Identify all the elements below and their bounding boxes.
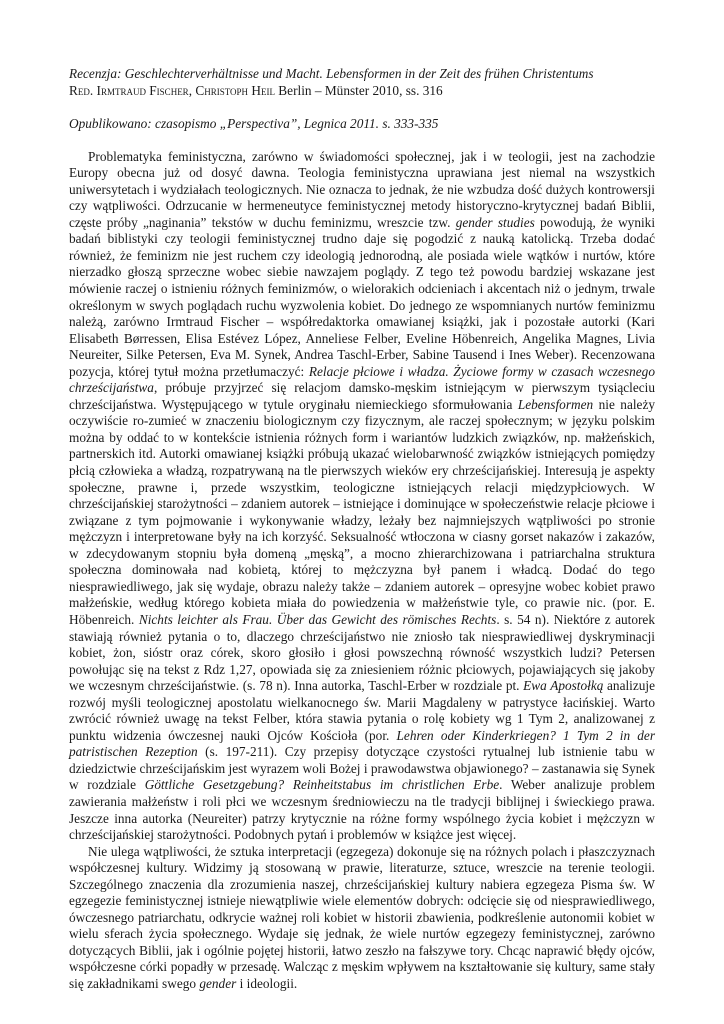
text-line [69,149,655,166]
text-run: współczesne córki popadły w przesadę. Walcząc z męskim wpływem na kształtowanie się kultury, same stały [69,959,655,975]
text-line [69,678,655,695]
text-run: powołując się na tekst z Rdz 1,27, opowiada się za zniesieniem różnic płciowych, pojawiających się jakoby [69,661,655,677]
text-line [69,331,655,348]
text-line [69,397,655,414]
text-line [69,364,655,381]
text-run: pozycja, której tytuł można przetłumaczyć: [69,363,309,379]
text-line [69,264,655,281]
text-run: określonym w swych poglądach ruchu wyzwolenia kobiet. Do jednego ze wspomnianych nurtów feminizmu [69,297,655,313]
text-run: analizuje [603,678,656,694]
text-line [69,231,655,248]
text-run: społeczne, prawne i, przede wszystkim, teologiczne istniejących relacji międzypłciowych. W [69,479,655,495]
text-line [69,761,655,778]
text-run: zwrócić również uwagę na tekst Felber, która stawia pytania o rolę kobiety wg 1 Tym 2, analizowanej z [69,711,655,727]
text-run: egzegezie feministycznej istnieje niewątpliwie wiele elementów dobrych: odcięcie się od niesprawiedliwego, [69,893,655,909]
review-title: Recenzja: Geschlechterverhältnisse und Macht. Lebensformen in der Zeit des frühen Christentums [69,66,594,81]
review-body [69,149,655,993]
text-run: należą, zarówno Irmtraud Fischer – współredaktorka omawianej książki, jak i pozostałe autorki (Kari [69,314,655,330]
text-line [69,976,655,993]
text-run: nie należy [593,396,655,412]
text-line [69,728,655,745]
text-run: zawierania małżeństw i roli płci we wczesnym średniowieczu na tle tradycji biblijnej i świeckiego prawa. [69,793,655,809]
text-line [69,165,655,182]
text-run: niesprawiedliwego, jak się wydaje, obrazu należy także – zdaniem autorek – opresyjne wobec kobiet prawo [69,578,655,594]
text-line [69,794,655,811]
text-run: Jeszcze inna autorka (Neureiter) patrzy krytycznie na różne formy wspólnego życia kobiet i mężczyzn w [69,810,655,826]
text-line [69,215,655,232]
document-page [69,66,655,993]
publication-details: Berlin – Münster 2010, ss. 316 [274,82,443,98]
text-run: uniwersytetach i wydziałach teologicznych. Nie oznacza to jednak, że nie wzbudza dość dużych kontrowersji [69,181,655,197]
text-line [69,546,655,563]
italic-text: Relacje płciowe i władza. Życiowe formy w czasach wczesnego [308,363,655,379]
text-run: w zdecydowanym stopniu była domeną „męską”, a mocno zhierarchizowana i patriarchalna struktura [69,545,655,561]
text-run: badań biblistyki czy teologii feministycznej trudno daje się pogodzić z nauką katolicką. Trzeba dodać [69,231,655,247]
text-line [69,877,655,894]
text-run: społeczna dominowała nad kobietą, której to mężczyzna był panem i władcą. Dodać do tego [69,562,655,578]
text-line [69,959,655,976]
text-run: oczywiście ro-zumieć w znaczeniu biologicznym czy fizycznym, ale raczej społecznym; w języku polskim [69,413,655,429]
italic-text: Ewa Apostołką [523,678,604,694]
text-run: małżeńskie, według którego kobieta miała do powiedzenia w małżeństwie tyle, co prawie nic. (por. E. [69,595,655,611]
text-line [69,496,655,513]
text-run: częste próby „naginania” tekstów w duchu feminizmu, wreszcie tzw. [69,214,456,230]
text-run: ówczesnego patriarchatu, odkrycie ważnej roli kobiet w historii zbawienia, podkreślenie autonomii kobiet w [69,909,655,925]
text-line [69,529,655,546]
text-run: chrześcijańskiej starożytności – zdaniem autorek – istniejące i dominujące w społeczeństwie relacje płciowe i [69,496,655,512]
text-run: powodują, że wyniki [534,214,656,230]
text-run: chrześcijaństwa. Występującego w tytule oryginału niemieckiego sformułowania [69,396,518,412]
editors-names: Irmtraud Fischer, Christoph Heil [96,82,275,98]
text-run: nierzadko głoszą sprzeczne wobec siebie nawzajem poglądy. Z tego też powodu bardziej wskazane jest [69,264,655,280]
italic-text: gender [199,975,237,991]
text-run: mężczyzn i interpretowane były na ich korzyść. Seksualność wtłoczona w ciasny gorset nakazów i zakazów, [69,529,655,545]
text-run: można by oddać to w kontekście istnienia różnych form i wariantów ludzkich związków, np. małżeńskich, [69,429,655,445]
text-line [69,413,655,430]
text-line [69,281,655,298]
italic-text: Lehren oder Kinderkriegen? 1 Tym 2 in der [396,727,655,743]
text-run: Problematyka feministyczna, zarówno w świadomości społecznej, jak i w teologii, jest na zachodzie [88,148,655,164]
text-line [69,248,655,265]
text-run: się zakładnikami swego [69,975,200,991]
text-run: stawiają również pytania o to, dlaczego chrześcijaństwo nie zniosło tak niesprawiedliwej dyskryminacji [69,628,655,644]
text-run: we wczesnym chrześcijaństwie. (s. 78 n). Inna autorka, Taschl-Erber w rozdziale pt. [69,678,524,694]
text-run: wielu sferach życia społecznego. Wydaje się jednak, że wiele nurtów egzegezy feministycznej, zarówno [69,926,655,942]
text-run: współczesnej kultury. Widzimy ją stosowaną w prawie, literaturze, sztuce, wreszcie na terenie teologii. [69,860,655,876]
text-line [69,182,655,199]
text-line [69,695,655,712]
body-paragraph [69,149,655,844]
italic-text: chrześcijaństwa [69,380,154,396]
text-run: Europy obecna już od dosyć dawna. Teologia feministyczna uprawiana jest niemal na wszystkich [69,165,655,181]
text-run: czy wątpliwości. Odrzucanie w hermeneutyce feministycznej metody historyczno-krytycznej badań Biblii, [69,198,655,214]
text-line [69,298,655,315]
text-line [69,198,655,215]
text-run: kobiet, żon, sióstr oraz córek, skoro głosiło i głosi powszechną równość wszystkich ludzi? Petersen [69,645,655,661]
text-line [69,893,655,910]
text-run: płcią człowieka a władzą, rozpatrywaną na tle pierwszych wieków ery chrześcijańskiej. Interesują je aspekty [69,463,655,479]
text-line [69,463,655,480]
body-paragraph [69,844,655,993]
text-line [69,860,655,877]
text-line [69,480,655,497]
text-run: chrześcijańskiej starożytności. Podobnych pytań i problemów w książce jest więcej. [69,827,517,843]
text-line [69,314,655,331]
text-run: partnerskich itd. Autorki omawianej książki próbują ukazać wielobarwność związków istniejących pomiędzy [69,446,655,462]
text-run: w rozdziale [69,777,145,793]
text-run: , próbuje przyjrzeć się relacjom damsko-męskim istniejącym w pierwszym tysiącleciu [153,380,655,396]
text-line [69,943,655,960]
text-line [69,777,655,794]
text-run: punktu widzenia ówczesnej nauki Ojców Kościoła (por. [69,727,397,743]
text-run: dziedzictwie chrześcijańskim jest wyrazem woli Bożej i prawodawstwa objawionego? – zastanawia się Synek [69,760,655,776]
text-line [69,811,655,828]
text-line [69,612,655,629]
text-run: związane z tym pojmowanie i wykonywanie władzy, leżały bez najmniejszych wątpliwości po stronie [69,512,655,528]
text-run: . Weber analizuje problem [499,777,655,793]
text-line [69,595,655,612]
text-line [69,629,655,646]
text-line [69,446,655,463]
text-run: (s. 197-211). Czy przepisy dotyczące czystości rytualnej lub istnienie tabu w [197,744,655,760]
text-run: mówienie raczej o istnieniu różnych feminizmów, o wielorakich odcieniach i akcentach niż o jednym, trwale [69,281,655,297]
text-run: Szczególnego znaczenia dla zrozumienia naszej, chrześcijańskiej kultury nabiera egzegeza Pisma św. W [69,876,655,892]
text-line [69,744,655,761]
italic-text: Lebensformen [517,396,594,412]
text-run: również, że feminizm nie jest ruchem czy ideologią jednorodną, ale posiada wiele wątków i nurtów, które [69,247,655,263]
text-run: Neureiter, Silke Petersen, Eva M. Synek, Andrea Taschl-Erber, Sabine Tausend i Ines Weber). Recenzowana [69,347,655,363]
text-line [69,645,655,662]
text-line [69,380,655,397]
text-run: Nie ulega wątpliwości, że sztuka interpretacji (egzegeza) dokonuje się na różnych polach i płaszczyznach [88,843,655,859]
text-line [69,579,655,596]
italic-text: Göttliche Gesetzgebung? Reinheitstabus im christlichen Erbe [144,777,500,793]
text-line [69,430,655,447]
text-run: Höbenreich. [69,611,139,627]
text-line [69,347,655,364]
book-editors-line [69,83,655,100]
text-line [69,827,655,844]
text-run: . s. 54 n). Niektóre z autorek [496,611,655,627]
italic-text: Nichts leichter als Frau. Über das Gewicht des römisches Rechts [138,611,497,627]
text-line [69,711,655,728]
text-run: Elisabeth Børressen, Elisa Estévez López, Anneliese Felber, Eveline Höbenreich, Angelika Magnes, Livia [69,330,655,346]
text-run: rozwój myśli teologicznej apostolatu wielkanocnego św. Marii Magdaleny w patrystyce łacińskiej. Warto [69,694,655,710]
italic-text: gender studies [455,214,535,230]
text-line [69,910,655,927]
text-line [69,513,655,530]
italic-text: patristischen Rezeption [69,744,198,760]
text-line [69,926,655,943]
published-note: Opublikowano: czasopismo „Perspectiva”, Legnica 2011. s. 333-335 [69,115,439,131]
text-run: i ideologii. [236,975,298,991]
text-line [69,662,655,679]
text-line [69,562,655,579]
text-line [69,844,655,861]
editors-abbrev: Red. [69,82,94,98]
text-run: dotyczących Biblii, jak i ogólnie pojętej historii, łatwo zeszło na fałszywe tory. Chcąc naprawić błędy ojców, [69,942,655,958]
